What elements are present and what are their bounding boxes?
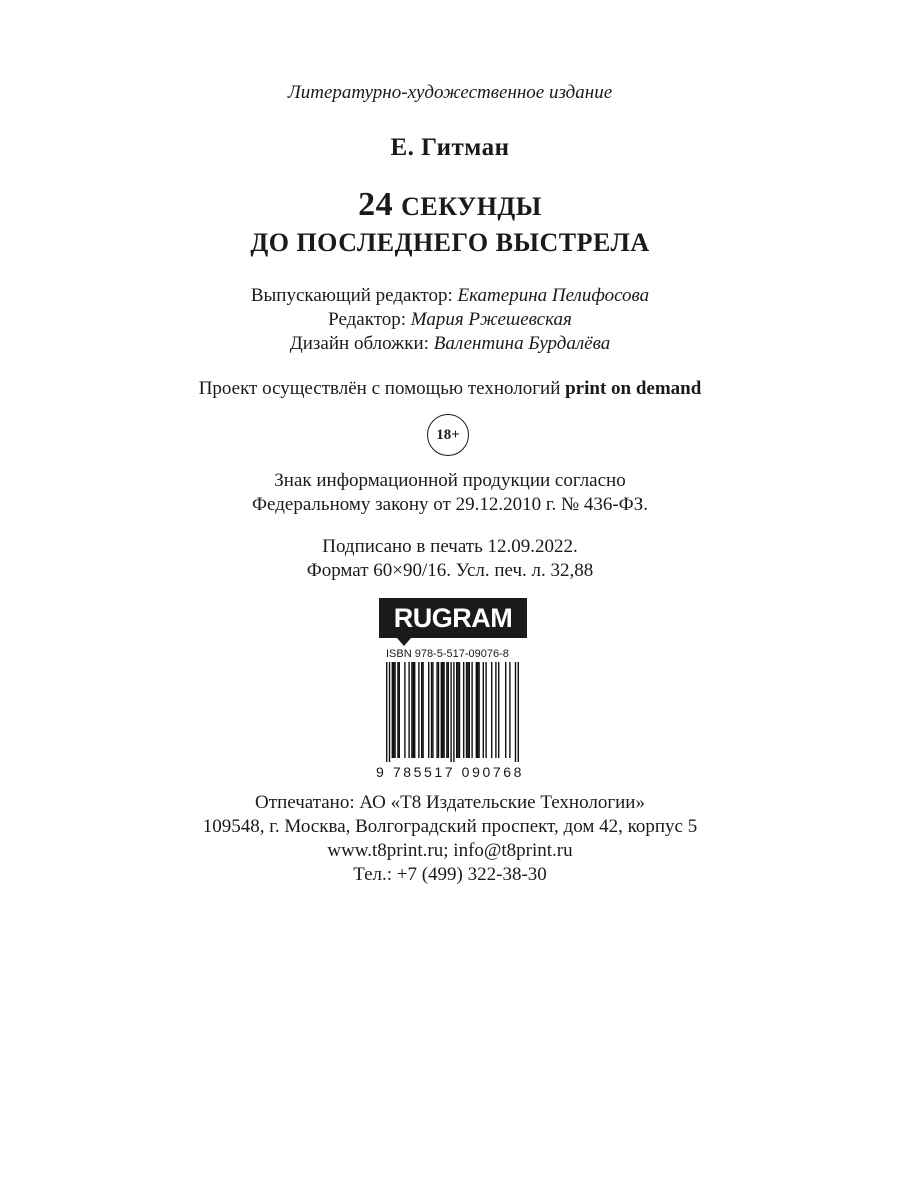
barcode-bar	[457, 662, 458, 758]
barcode-bar	[421, 662, 422, 758]
credit-executive-editor	[0, 284, 900, 308]
isbn-number: ISBN 978-5-517-09076-8	[386, 648, 509, 660]
printer-web: www.t8print.ru; info@t8print.ru	[327, 840, 573, 861]
barcode-bar	[453, 662, 454, 762]
info-notice-line-2: Федеральному закону от 29.12.2010 г. № 436-ФЗ.	[252, 494, 648, 515]
barcode-bar	[386, 662, 387, 762]
barcode-bar	[467, 662, 468, 758]
credit-role: Дизайн обложки:	[289, 333, 429, 354]
barcode-bar	[397, 662, 398, 758]
barcode-bar	[418, 662, 419, 758]
barcode-bar	[441, 662, 442, 758]
barcode-bar	[463, 662, 464, 758]
barcode-bar	[422, 662, 423, 758]
barcode-bar	[393, 662, 394, 758]
barcode-bar	[389, 662, 390, 762]
author-name: Е. Гитман	[390, 134, 510, 161]
credit-cover-design	[0, 332, 900, 356]
credit-name: Мария Ржешевская	[410, 309, 572, 330]
project-text: Проект осуществлён с помощью технологий	[198, 378, 561, 399]
logo-notch-decoration	[397, 638, 411, 646]
age-rating-badge: 18+	[427, 414, 469, 456]
credit-role: Редактор:	[328, 309, 407, 330]
barcode-bar	[392, 662, 393, 758]
barcode-bar	[456, 662, 457, 758]
project-bold: print on demand	[565, 378, 702, 399]
barcode-bar	[469, 662, 470, 758]
barcode-bar	[495, 662, 496, 758]
barcode-bar	[428, 662, 429, 758]
isbn-barcode	[376, 662, 528, 762]
credit-name: Екатерина Пелифосова	[457, 285, 650, 306]
barcode-bar	[442, 662, 443, 758]
barcode-bar	[414, 662, 415, 758]
barcode-bar	[509, 662, 510, 758]
printer-line-1: Отпечатано: АО «Т8 Издательские Технологии»	[255, 792, 645, 813]
barcode-bar	[471, 662, 472, 758]
project-note	[0, 378, 900, 400]
signed-to-print: Подписано в печать 12.09.2022.	[322, 536, 578, 557]
book-title-line-2: ДО ПОСЛЕДНЕГО ВЫСТРЕЛА	[250, 228, 650, 257]
printer-address: 109548, г. Москва, Волгоградский проспект, дом 42, корпус 5	[202, 816, 698, 837]
barcode-bar	[477, 662, 478, 758]
barcode-bar	[394, 662, 395, 758]
barcode-bar	[448, 662, 449, 758]
title-word: СЕКУНДЫ	[401, 192, 542, 221]
barcode-bar	[413, 662, 414, 758]
printer-phone: Тел.: +7 (499) 322-38-30	[353, 864, 547, 885]
credit-editor	[0, 308, 900, 332]
barcode-bar	[399, 662, 400, 758]
barcode-bar	[438, 662, 439, 758]
edition-type: Литературно-художественное издание	[287, 82, 613, 103]
barcode-bar	[485, 662, 486, 758]
barcode-bar	[478, 662, 479, 758]
barcode-bar	[491, 662, 492, 758]
barcode-bar	[459, 662, 460, 758]
barcode-bar	[476, 662, 477, 758]
barcode-bar	[515, 662, 516, 762]
title-number: 24	[358, 186, 394, 223]
credit-role: Выпускающий редактор:	[250, 285, 453, 306]
barcode-bar	[483, 662, 484, 758]
barcode-bar	[446, 662, 447, 758]
barcode-bar	[505, 662, 506, 758]
barcode-bar	[404, 662, 405, 758]
barcode-bar	[518, 662, 519, 762]
barcode-bar	[436, 662, 437, 758]
publisher-logo: RUGRAM	[379, 598, 527, 638]
print-format: Формат 60×90/16. Усл. печ. л. 32,88	[306, 560, 594, 581]
barcode-bar	[411, 662, 412, 758]
barcode-bar	[432, 662, 433, 758]
barcode-bar	[443, 662, 444, 758]
barcode-bar	[450, 662, 451, 762]
book-title-line-1	[0, 186, 900, 224]
info-notice-line-1: Знак информационной продукции согласно	[274, 470, 626, 491]
barcode-bar	[408, 662, 409, 758]
credit-name: Валентина Бурдалёва	[433, 333, 611, 354]
barcode-bar	[466, 662, 467, 758]
barcode-bar	[431, 662, 432, 758]
barcode-bar	[498, 662, 499, 758]
barcode-digits: 9 785517 090768	[376, 764, 524, 780]
